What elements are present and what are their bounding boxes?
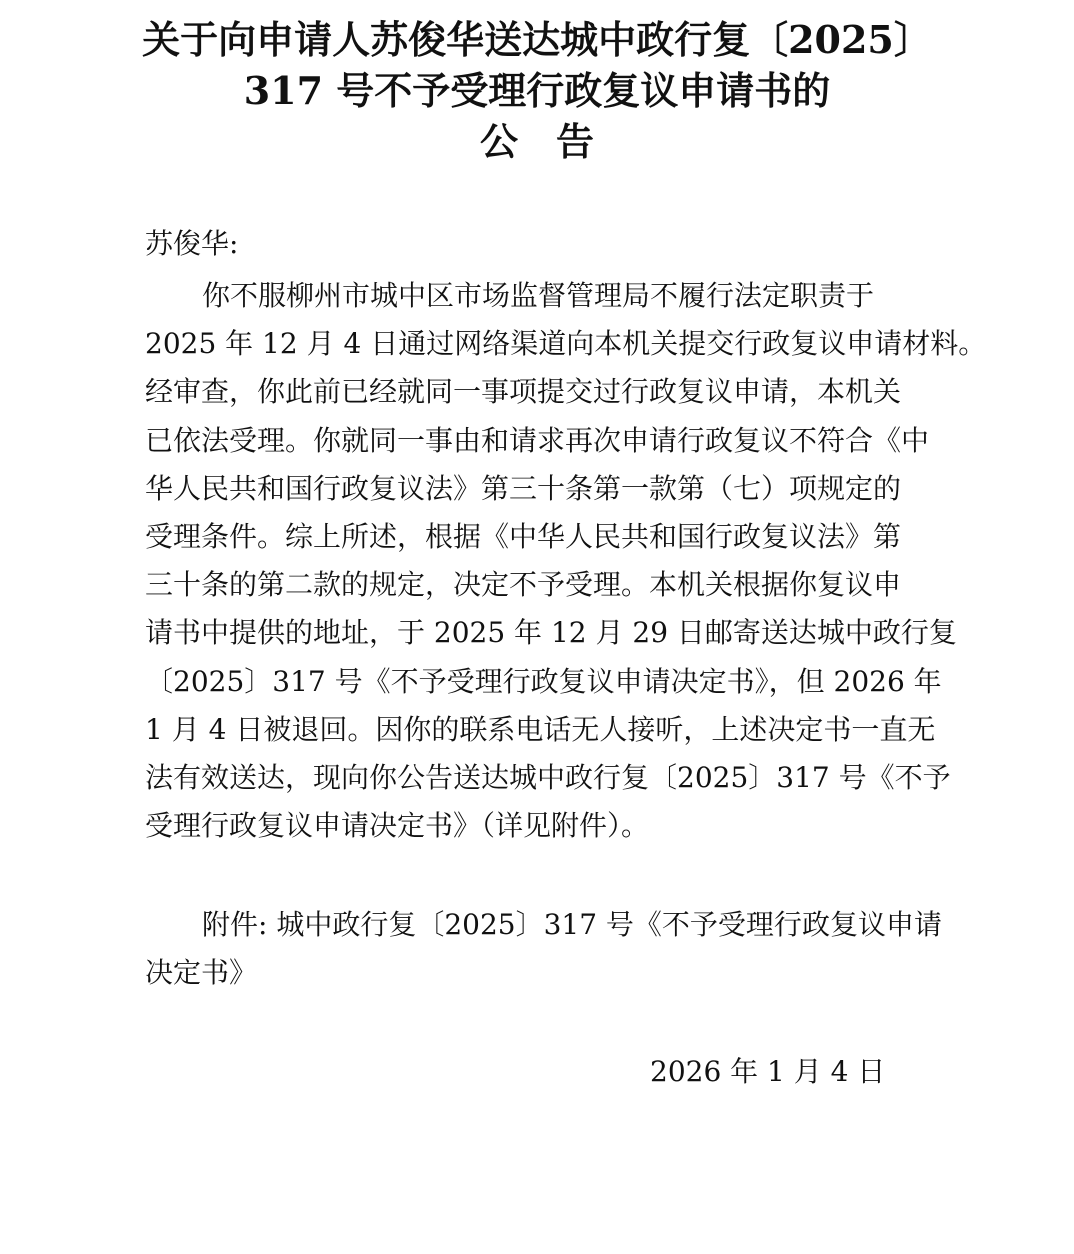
body-line: 受理行政复议申请决定书》（详见附件）。 (145, 809, 650, 843)
body-paragraph (145, 272, 987, 850)
body-line: 〔2025〕317 号《不予受理行政复议申请决定书》，但 2026 年 (145, 664, 942, 698)
body-line: 受理条件。综上所述，根据《中华人民共和国行政复议法》第 (145, 519, 902, 553)
attachment-line: 决定书》 (145, 956, 258, 990)
salutation: 苏俊华: (145, 227, 239, 260)
title-line-3 (100, 116, 974, 167)
body-line: 华人民共和国行政复议法》第三十条第一款第（七）项规定的 (145, 471, 902, 505)
body-line: 已依法受理。你就同一事由和请求再次申请行政复议不符合《中 (145, 423, 930, 457)
title-line-1: 关于向申请人苏俊华送达城中政行复〔2025〕 (142, 17, 932, 62)
attachment-note (145, 900, 945, 996)
body-line: 法有效送达，现向你公告送达城中政行复〔2025〕317 号《不予 (145, 760, 951, 794)
body-line: 1 月 4 日被退回。因你的联系电话无人接听，上述决定书一直无 (145, 712, 936, 746)
body-line: 你不服柳州市城中区市场监督管理局不履行法定职责于 (202, 279, 875, 312)
issue-date: 2026 年 1 月 4 日 (650, 1055, 886, 1088)
title-line-2: 317 号不予受理行政复议申请书的 (243, 68, 831, 113)
body-line: 2025 年 12 月 4 日通过网络渠道向本机关提交行政复议申请材料。 (145, 327, 987, 361)
body-line: 经审查，你此前已经就同一事项提交过行政复议申请，本机关 (145, 375, 902, 409)
body-line: 三十条的第二款的规定，决定不予受理。本机关根据你复议申 (145, 568, 902, 602)
document-title (100, 14, 974, 167)
body-line: 请书中提供的地址，于 2025 年 12 月 29 日邮寄送达城中政行复 (145, 616, 957, 650)
title-char-gao: 告 (556, 119, 595, 164)
attachment-line: 附件: 城中政行复〔2025〕317 号《不予受理行政复议申请 (202, 908, 942, 941)
title-char-gong: 公 (479, 119, 518, 164)
